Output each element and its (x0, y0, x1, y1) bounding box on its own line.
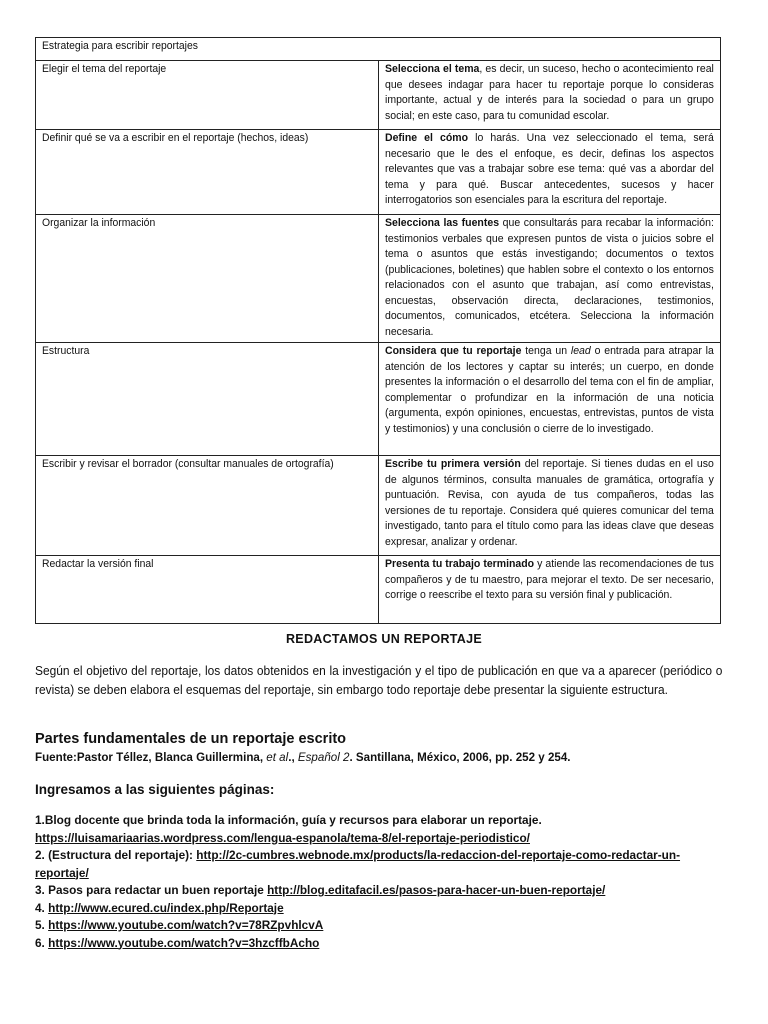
description-cell: Selecciona el tema, es decir, un suceso, hecho o acontecimiento real que desees indagar para hacer tu reportaje porque lo consideras importante, actual y de interés para la sociedad o para un grupo social; en este caso, para tu comunidad escolar. (378, 61, 721, 130)
parts-title: Partes fundamentales de un reportaje escrito (35, 731, 347, 747)
table-row (36, 130, 721, 215)
list-item: 6. https://www.youtube.com/watch?v=3hzcffbAcho (35, 935, 320, 950)
link[interactable]: https://luisamariaarias.wordpress.com/lengua-espanola/tema-8/el-reportaje-periodistico/ (35, 830, 530, 845)
table-row (36, 61, 721, 130)
table-row (36, 456, 721, 556)
description-cell: Presenta tu trabajo terminado y atiende las recomendaciones de tus compañeros y de tu maestro, para mejorar el texto. De ser necesario, corrige o reescribe el texto para su versión final y publicación. (378, 556, 721, 624)
intro-paragraph: Según el objetivo del reportaje, los datos obtenidos en la investigación y el tipo de publicación en que va a aparecer (periódico o revista) se deben elabora el esquemas del reportaje, sin embargo todo reportaje debe presentar la siguiente estructura. (35, 663, 723, 697)
table-header: Estrategia para escribir reportajes (36, 38, 721, 61)
link[interactable]: https://www.youtube.com/watch?v=3hzcffbAcho (48, 935, 320, 950)
step-cell: Estructura (36, 343, 379, 456)
list-item: 3. Pasos para redactar un buen reportaje http://blog.editafacil.es/pasos-para-hacer-un-buen-reportaje/ (35, 883, 606, 897)
description-cell: Escribe tu primera versión del reportaje. Si tienes dudas en el uso de algunos términos, consulta manuales de gramática, ortografía y puntuación. Revisa, con ayuda de tus compañeros, todas las versiones de tu reportaje. Considera qué quieres comunicar del tema investigado, tanto para el título como para las ideas clave que deseas expresar, analizar y ordenar. (378, 456, 721, 556)
table-row (36, 215, 721, 343)
link[interactable]: https://www.youtube.com/watch?v=78RZpvhlcvA (48, 918, 324, 932)
list-item: 4. http://www.ecured.cu/index.php/Reportaje (35, 900, 284, 915)
strategy-table (35, 37, 721, 624)
source-citation: Fuente:Pastor Téllez, Blanca Guillermina, et al., Español 2. Santillana, México, 2006, pp. 252 y 254. (35, 751, 571, 764)
list-item: 1.Blog docente que brinda toda la información, guía y recursos para elaborar un reportaje. (35, 813, 542, 827)
link[interactable]: http://blog.editafacil.es/pasos-para-hacer-un-buen-reportaje/ (267, 883, 606, 897)
link-list (35, 812, 725, 952)
step-cell: Organizar la información (36, 215, 379, 343)
step-cell: Elegir el tema del reportaje (36, 61, 379, 130)
link[interactable]: http://www.ecured.cu/index.php/Reportaje (48, 900, 284, 915)
step-cell: Definir qué se va a escribir en el reportaje (hechos, ideas) (36, 130, 379, 215)
link[interactable]: http://2c-cumbres.webnode.mx/products/la-redaccion-del-reportaje-como-redactar-un-reportaje/ (35, 848, 681, 880)
table-row (36, 556, 721, 624)
section-heading: REDACTAMOS UN REPORTAJE (285, 632, 483, 646)
description-cell: Selecciona las fuentes que consultarás para recabar la información: testimonios verbales que expresen puntos de vista o juicios sobre el tema o asuntos que estás investigando; documentos o textos (publicaciones, boletines) que hablen sobre el contexto o los entornos relacionados con el asunto que trabajan, así como entrevistas, encuestas, observación directa, declaraciones, testimonios, documentos, comunicados, etcétera. Selecciona la información necesaria. (378, 215, 721, 343)
table-header-row (36, 38, 721, 61)
list-item (35, 830, 725, 848)
list-item: 2. (Estructura del reportaje): http://2c-cumbres.webnode.mx/products/la-redaccion-del-reportaje-como-redactar-un-reportaje/ (35, 848, 681, 880)
pages-title: Ingresamos a las siguientes páginas: (35, 782, 275, 797)
description-cell: Considera que tu reportaje tenga un lead o entrada para atrapar la atención de los lectores y captar su interés; un cuerpo, en donde presentes la información o el desarrollo del tema con el fin de ampliar, complementar o profundizar en la información de una noticia (argumenta, expón opiniones, encuestas, entrevistas, puntos de vista y testimonios) y una conclusión o cierre de lo investigado. (378, 343, 721, 456)
table-row (36, 343, 721, 456)
step-cell: Redactar la versión final (36, 556, 379, 624)
description-cell: Define el cómo lo harás. Una vez seleccionado el tema, será necesario que le des el enfoque, es decir, definas los aspectos relevantes que vas a trabajar sobre ese tema: qué vas a abordar del tema y para qué. Buscar antecedentes, sucesos y hacer interrogatorios son esenciales para la escritura del reportaje. (378, 130, 721, 215)
list-item: 5. https://www.youtube.com/watch?v=78RZpvhlcvA (35, 918, 324, 932)
step-cell: Escribir y revisar el borrador (consultar manuales de ortografía) (36, 456, 379, 556)
